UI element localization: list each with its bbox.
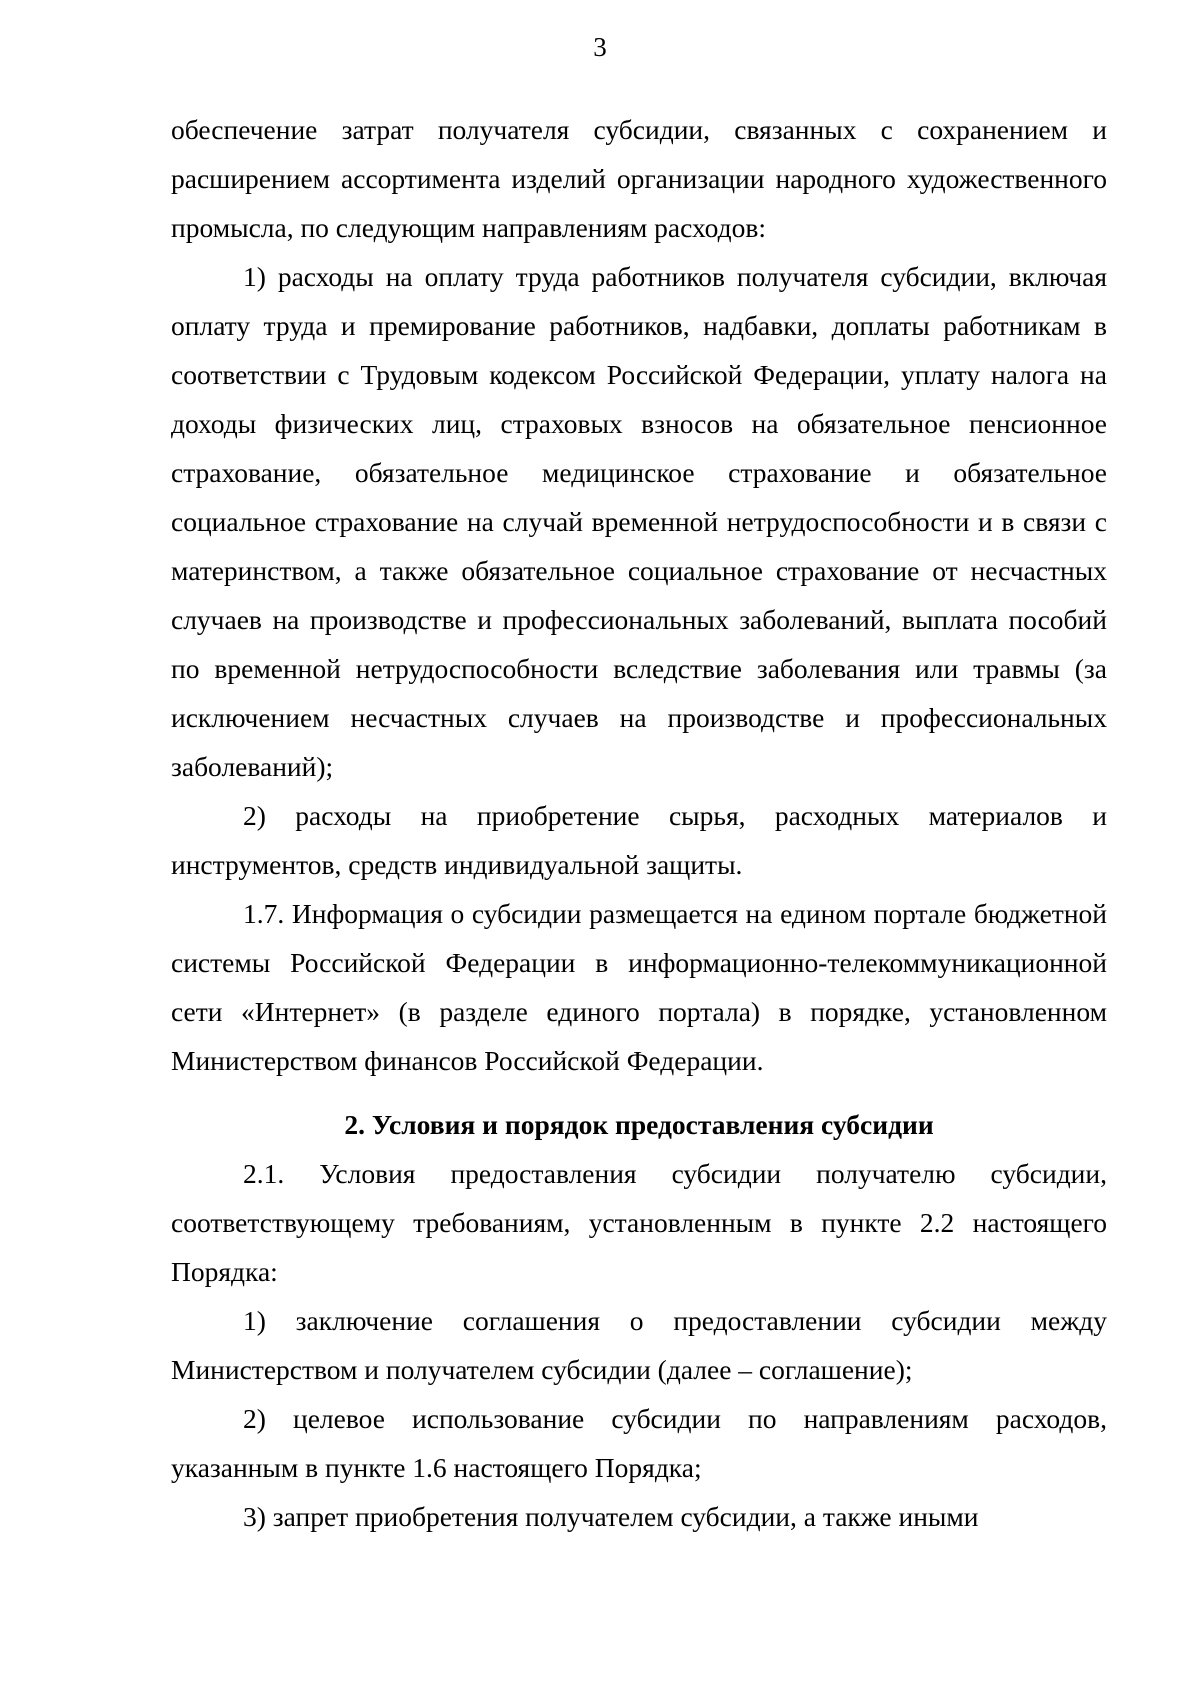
- section-heading: 2. Условия и порядок предоставления субсидии: [344, 1109, 934, 1140]
- paragraph-2-1-conditions: 2.1. Условия предоставления субсидии получателю субсидии, соответствующему требованиям, установленным в пункте 2.2 настоящего Порядка:: [171, 1158, 1107, 1287]
- paragraph-labor-costs: 1) расходы на оплату труда работников получателя субсидии, включая оплату труда и премирование работников, надбавки, доплаты работникам в соответствии с Трудовым кодексом Российской Федерации, уплату налога на доходы физических лиц, страховых взносов на обязательное пенсионное страхование, обязательное медицинское страхование и обязательное социальное страхование на случай временной нетрудоспособности и в связи с материнством, а также обязательное социальное страхование от несчастных случаев на производстве и профессиональных заболеваний, выплата пособий по временной нетрудоспособности вследствие заболевания или травмы (за исключением несчастных случаев на производстве и профессиональных заболеваний);: [171, 261, 1107, 782]
- page-number: 3: [593, 32, 607, 62]
- paragraph-1-7-information: 1.7. Информация о субсидии размещается на едином портале бюджетной системы Российской Федерации в информационно-телекоммуникационной сети «Интернет» (в разделе единого портала) в порядке, установленном Министерством финансов Российской Федерации.: [171, 898, 1107, 1076]
- paragraph-condition-prohibition: 3) запрет приобретения получателем субсидии, а также иными: [243, 1501, 979, 1532]
- paragraph-materials-costs: 2) расходы на приобретение сырья, расходных материалов и инструментов, средств индивидуальной защиты.: [171, 800, 1107, 880]
- document-body: [171, 105, 1107, 1541]
- paragraph-continuation: обеспечение затрат получателя субсидии, связанных с сохранением и расширением ассортимента изделий организации народного художественного промысла, по следующим направлениям расходов:: [171, 114, 1107, 243]
- paragraph-condition-targeted-use: 2) целевое использование субсидии по направлениям расходов, указанным в пункте 1.6 настоящего Порядка;: [171, 1403, 1107, 1483]
- paragraph-condition-agreement: 1) заключение соглашения о предоставлении субсидии между Министерством и получателем субсидии (далее – соглашение);: [171, 1305, 1107, 1385]
